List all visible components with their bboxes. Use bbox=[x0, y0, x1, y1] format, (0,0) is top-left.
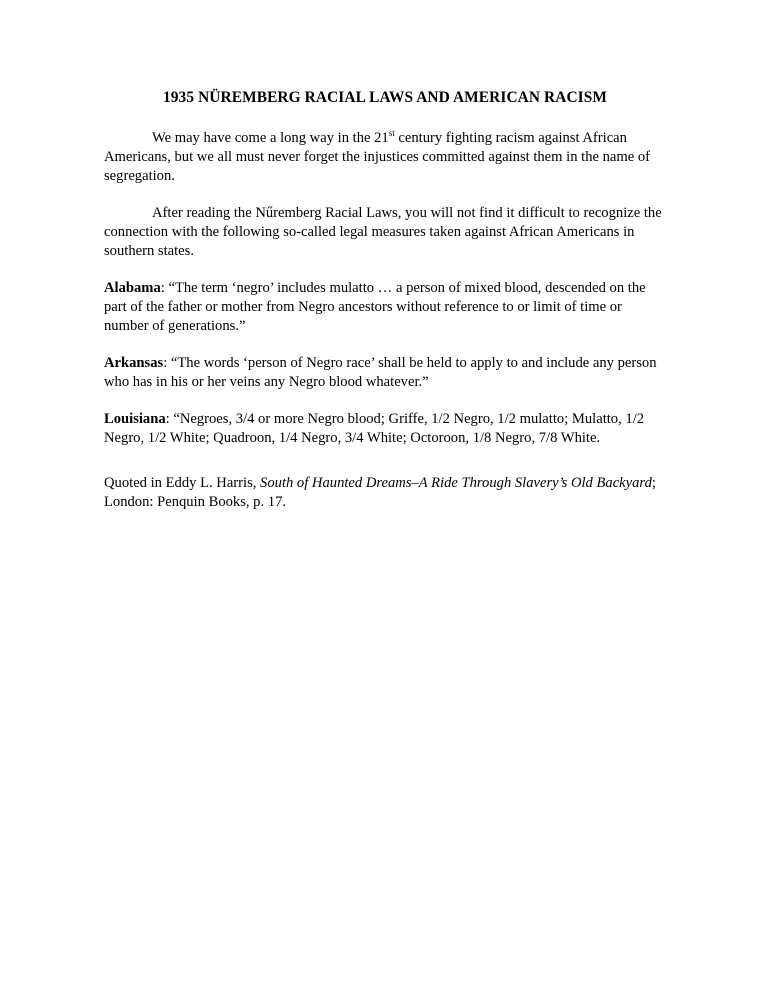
law-text-louisiana: : “Negroes, 3/4 or more Negro blood; Griffe, 1/2 Negro, 1/2 mulatto; Mulatto, 1/2 Negro, 1/2 White; Quadroon, 1/4 Negro, 3/4 White; Octoroon, 1/8 Negro, 7/8 White. bbox=[104, 411, 645, 446]
law-alabama bbox=[104, 279, 666, 336]
citation-prefix: Quoted in Eddy L. Harris, bbox=[104, 475, 261, 491]
intro-paragraph bbox=[104, 129, 666, 186]
context-paragraph: After reading the Nűremberg Racial Laws, you will not find it difficult to recognize the connection with the following so-called legal measures taken against African Americans in southern states. bbox=[104, 205, 662, 259]
intro-text-start: We may have come a long way in the 21 bbox=[152, 130, 389, 146]
state-label-alabama: Alabama bbox=[104, 280, 161, 296]
ordinal-suffix: st bbox=[388, 128, 395, 139]
law-text-arkansas: : “The words ‘person of Negro race’ shall be held to apply to and include any person who has in his or her veins any Negro blood whatever.” bbox=[104, 355, 657, 390]
intro-text-end: century fighting racism against African Americans, but we all must never forget the injustices committed against them in the name of segregation. bbox=[104, 130, 651, 184]
document-page bbox=[104, 88, 666, 530]
document-title: 1935 NÜREMBERG RACIAL LAWS AND AMERICAN RACISM bbox=[162, 89, 608, 106]
citation-suffix: ; London: Penquin Books, p. 17. bbox=[104, 475, 656, 510]
citation bbox=[104, 474, 666, 512]
state-label-louisiana: Louisiana bbox=[104, 411, 166, 427]
law-arkansas bbox=[104, 354, 666, 392]
law-text-alabama: : “The term ‘negro’ includes mulatto … a person of mixed blood, descended on the part of the father or mother from Negro ancestors without reference to or limit of time or number of generations.” bbox=[104, 280, 646, 334]
law-louisiana bbox=[104, 410, 666, 448]
state-label-arkansas: Arkansas bbox=[104, 355, 164, 371]
citation-book-title: South of Haunted Dreams–A Ride Through Slavery’s Old Backyard bbox=[260, 475, 652, 491]
